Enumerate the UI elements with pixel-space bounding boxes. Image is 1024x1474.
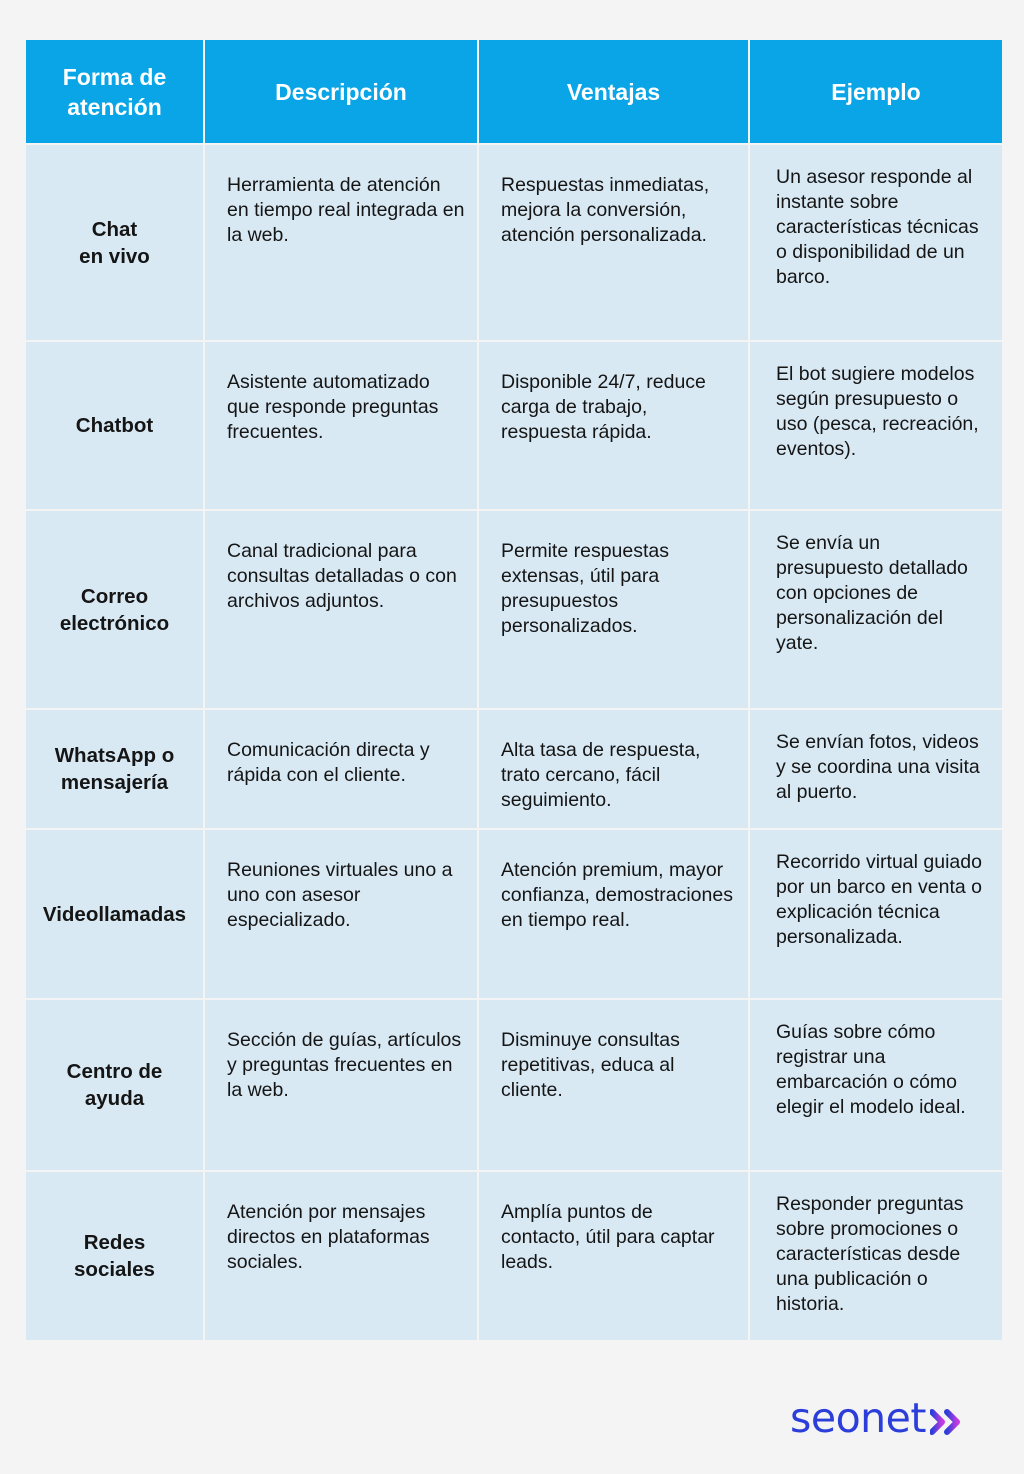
row-ejemplo-cell: Se envía un presupuesto detallado con opciones de personalización del yate. xyxy=(750,511,1002,710)
row-descripcion-cell: Canal tradicional para consultas detalladas o con archivos adjuntos. xyxy=(205,511,479,710)
row-ventajas-cell: Atención premium, mayor confianza, demostraciones en tiempo real. xyxy=(479,830,750,1000)
row-descripcion-cell: Asistente automatizado que responde preguntas frecuentes. xyxy=(205,342,479,511)
row-ejemplo-cell: Responder preguntas sobre promociones o características desde una publicación o historia. xyxy=(750,1172,1002,1342)
row-ventajas-cell: Alta tasa de respuesta, trato cercano, fácil seguimiento. xyxy=(479,710,750,830)
row-ejemplo-cell: Se envían fotos, videos y se coordina una visita al puerto. xyxy=(750,710,1002,830)
header-descripcion-label: Descripción xyxy=(275,78,407,105)
row-ventajas-cell: Permite respuestas extensas, útil para presupuestos personalizados. xyxy=(479,511,750,710)
header-ejemplo xyxy=(750,40,1002,145)
header-forma xyxy=(26,40,205,145)
row-forma-cell: WhatsApp o mensajería xyxy=(26,710,205,830)
row-forma-cell: Redes sociales xyxy=(26,1172,205,1342)
row-descripcion-cell: Atención por mensajes directos en plataformas sociales. xyxy=(205,1172,479,1342)
row-ventajas-cell: Disponible 24/7, reduce carga de trabajo, respuesta rápida. xyxy=(479,342,750,511)
row-ejemplo-cell: El bot sugiere modelos según presupuesto o uso (pesca, recreación, eventos). xyxy=(750,342,1002,511)
row-ejemplo-cell: Recorrido virtual guiado por un barco en venta o explicación técnica personalizada. xyxy=(750,830,1002,1000)
row-ejemplo-cell: Guías sobre cómo registrar una embarcación o cómo elegir el modelo ideal. xyxy=(750,1000,1002,1172)
row-forma-cell: Centro de ayuda xyxy=(26,1000,205,1172)
row-descripcion-cell: Herramienta de atención en tiempo real integrada en la web. xyxy=(205,145,479,342)
header-ventajas-label: Ventajas xyxy=(566,78,661,105)
header-descripcion xyxy=(205,40,479,145)
row-descripcion-cell: Sección de guías, artículos y preguntas frecuentes en la web. xyxy=(205,1000,479,1172)
row-descripcion-cell: Comunicación directa y rápida con el cliente. xyxy=(205,710,479,830)
row-forma-cell: Videollamadas xyxy=(26,830,205,1000)
comparison-table xyxy=(26,40,1002,1342)
brand-name: seonet xyxy=(790,1394,926,1442)
row-descripcion-cell: Reuniones virtuales uno a uno con asesor especializado. xyxy=(205,830,479,1000)
double-chevron-right-icon xyxy=(930,1408,964,1436)
header-ejemplo-label: Ejemplo xyxy=(831,78,921,105)
header-ventajas xyxy=(479,40,750,145)
row-ventajas-cell: Amplía puntos de contacto, útil para captar leads. xyxy=(479,1172,750,1342)
header-forma-label: Forma de atención xyxy=(62,63,167,120)
row-ventajas-cell: Disminuye consultas repetitivas, educa al cliente. xyxy=(479,1000,750,1172)
row-ventajas-cell: Respuestas inmediatas, mejora la conversión, atención personalizada. xyxy=(479,145,750,342)
row-forma-cell: Correo electrónico xyxy=(26,511,205,710)
row-forma-cell: Chat en vivo xyxy=(26,145,205,342)
row-ejemplo-cell: Un asesor responde al instante sobre características técnicas o disponibilidad de un barco. xyxy=(750,145,1002,342)
seonet-logo xyxy=(790,1394,964,1442)
row-forma-cell: Chatbot xyxy=(26,342,205,511)
